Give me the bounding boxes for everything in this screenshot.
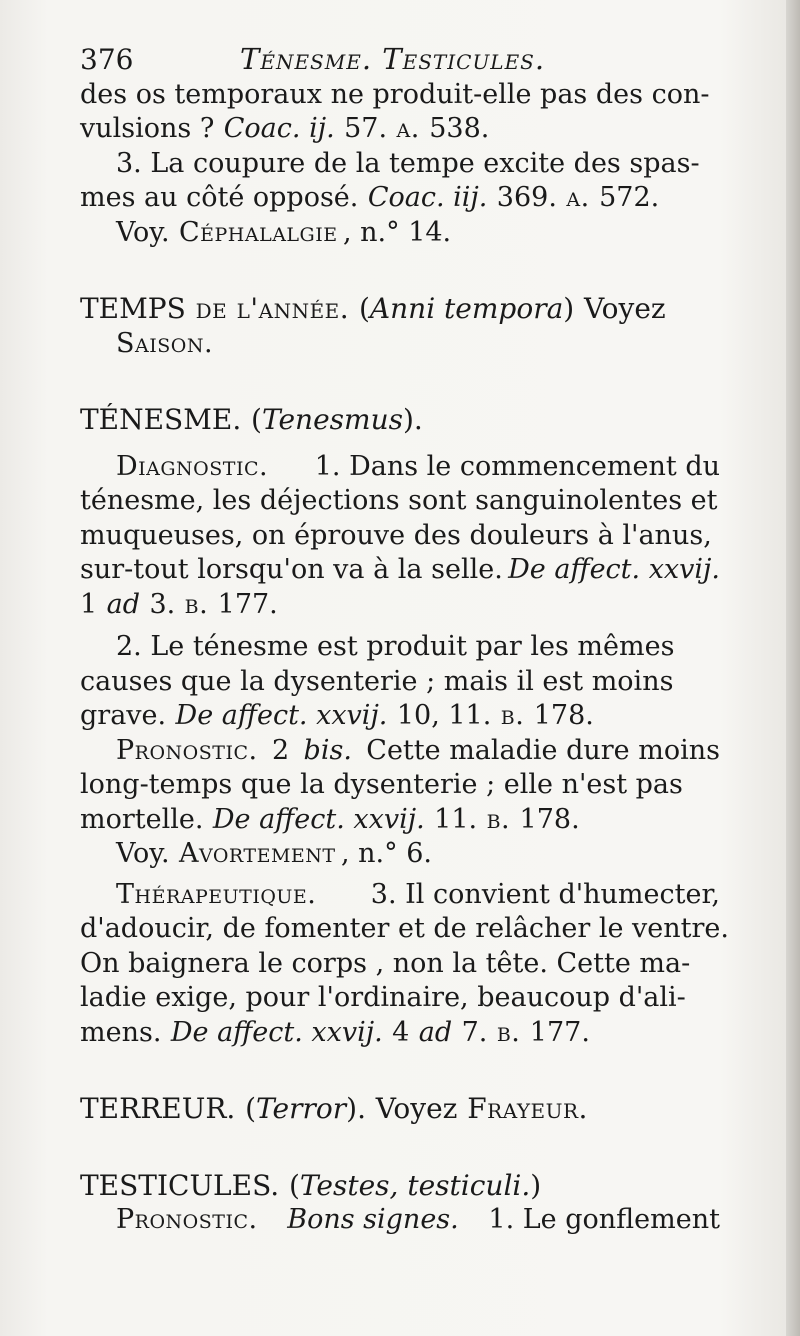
- citation-number: 178.: [533, 700, 594, 731]
- entry-heading: [80, 403, 720, 438]
- citation-number: 1: [80, 588, 98, 620]
- text-line: [80, 1016, 720, 1051]
- text-line: [80, 699, 720, 734]
- page-header: [80, 42, 720, 78]
- text-line: [80, 947, 720, 982]
- citation-letter: a.: [566, 182, 590, 213]
- cross-reference: Saison.: [116, 327, 214, 359]
- citation-number: 178.: [519, 803, 580, 835]
- page-gutter: [786, 0, 800, 1336]
- text-line: [80, 588, 720, 623]
- line-text: vulsions ?: [80, 113, 215, 144]
- line-text: Voy.: [116, 216, 170, 248]
- line-text: mes au côté opposé.: [80, 182, 359, 213]
- text-line: [80, 912, 729, 947]
- paren: (: [358, 292, 370, 325]
- citation: De affect. xxvij.: [212, 803, 425, 835]
- text-line: [80, 112, 720, 147]
- citation: De affect. xxvij.: [175, 700, 388, 731]
- citation-number: 10, 11.: [396, 700, 492, 731]
- line-text: Cette maladie dure moins: [366, 734, 720, 766]
- paren: ): [563, 292, 575, 325]
- text-line: [80, 327, 720, 362]
- line-text: 3. Il convient d'humecter,: [370, 878, 720, 910]
- text-line: [80, 147, 720, 182]
- line-text: grave.: [80, 700, 167, 731]
- text-line: [80, 981, 720, 1016]
- citation-number: 177.: [529, 1016, 590, 1048]
- line-text: ladie exige, pour l'ordinaire, beaucoup d'ali-: [80, 982, 686, 1013]
- entry-heading: [80, 1169, 720, 1204]
- text-line: [80, 216, 720, 251]
- citation: De affect. xxvij.: [508, 554, 720, 585]
- text-line: [80, 553, 720, 588]
- citation-number: 7.: [461, 1016, 488, 1048]
- text-line: [80, 78, 720, 113]
- entry-heading: [80, 1092, 720, 1127]
- paren: ).: [402, 403, 423, 436]
- page-text: [80, 42, 729, 1238]
- text-line: [80, 484, 720, 519]
- section-label: Pronostic.: [116, 1204, 258, 1235]
- paren: ): [530, 1168, 542, 1202]
- line-text: 1. Le gonflement: [488, 1204, 720, 1235]
- text-line: [80, 450, 720, 485]
- line-text: Bons signes.: [287, 1204, 459, 1235]
- line-text: sur-tout lorsqu'on va à la selle.: [80, 554, 503, 585]
- line-text: mens.: [80, 1016, 162, 1048]
- citation-number: 57.: [344, 113, 388, 144]
- text-line: [80, 734, 720, 769]
- entry-title: TESTICULES.: [80, 1168, 280, 1202]
- citation: De affect. xxvij.: [170, 1016, 383, 1048]
- entry-title: TEMPS: [80, 292, 186, 325]
- line-text: Voyez: [584, 292, 666, 325]
- citation: Coac. iij.: [367, 182, 488, 213]
- line-text: , n.° 14.: [342, 216, 452, 248]
- line-text: d'adoucir, de fomenter et de relâcher le ventre.: [80, 913, 729, 944]
- citation-letter: b.: [500, 700, 525, 731]
- paren: (: [251, 403, 262, 436]
- line-text: long-temps que la dysenterie ; elle n'est pas: [80, 769, 683, 800]
- latin-term: Anni tempora: [369, 292, 564, 325]
- text-line: [80, 768, 720, 803]
- citation-number: 369.: [496, 182, 557, 213]
- citation-number: 177.: [217, 588, 278, 620]
- section-label: Diagnostic.: [116, 450, 269, 482]
- citation: ad: [418, 1016, 453, 1048]
- entry-heading: [80, 292, 720, 327]
- page-number: 376: [80, 43, 134, 76]
- paren: ).: [346, 1092, 366, 1125]
- citation-number: 538.: [429, 113, 490, 144]
- line-text: 2. Le ténesme est produit par les mêmes: [116, 631, 675, 662]
- citation-letter: b.: [486, 803, 511, 835]
- paren: (: [288, 1168, 300, 1202]
- text-line: [80, 837, 720, 872]
- text-line: [80, 878, 720, 913]
- citation-number: 11.: [434, 803, 478, 835]
- line-text: 1. Dans le commencement du: [314, 450, 720, 482]
- line-text: muqueuses, on éprouve des douleurs à l'anus,: [80, 519, 712, 551]
- latin-term: Terror: [256, 1092, 347, 1125]
- citation: ad: [106, 588, 141, 620]
- latin-term: Tenesmus: [261, 403, 403, 436]
- citation-number: 3.: [149, 588, 176, 620]
- cross-reference: Céphalalgie: [178, 216, 338, 248]
- citation-number: 572.: [599, 182, 660, 213]
- line-text: On baignera le corps , non la tête. Cette ma-: [80, 947, 691, 979]
- line-text: Voy.: [116, 838, 170, 869]
- entry-title: TÉNESME.: [80, 403, 242, 436]
- latin-term: Testes, testiculi.: [299, 1168, 531, 1202]
- citation: Coac. ij.: [223, 113, 335, 144]
- text-line: [80, 665, 720, 700]
- text-line: [80, 519, 720, 554]
- text-line: [80, 630, 720, 665]
- line-text: bis.: [303, 734, 352, 766]
- citation-letter: b.: [184, 588, 209, 620]
- text-line: [80, 1203, 720, 1238]
- section-label: Thérapeutique.: [116, 878, 317, 910]
- section-label: Pronostic.: [116, 734, 258, 766]
- citation-letter: b.: [496, 1016, 521, 1048]
- citation-number: 4: [392, 1016, 410, 1048]
- running-title: Ténesme. Testicules.: [240, 42, 546, 76]
- entry-title: TERREUR.: [80, 1092, 236, 1125]
- line-text: ténesme, les déjections sont sanguinolentes et: [80, 485, 718, 516]
- line-text: 3. La coupure de la tempe excite des spas-: [116, 147, 700, 179]
- cross-reference: Avortement: [178, 838, 336, 869]
- line-text: 2: [271, 734, 290, 766]
- line-text: mortelle.: [80, 803, 204, 835]
- text-line: [80, 181, 720, 216]
- paren: (: [245, 1092, 257, 1125]
- line-text: des os temporaux ne produit-elle pas des con-: [80, 78, 710, 110]
- line-text: Voyez: [375, 1092, 458, 1125]
- cross-reference: Frayeur.: [467, 1092, 588, 1125]
- entry-subtitle: de l'année.: [195, 292, 350, 325]
- line-text: , n.° 6.: [340, 838, 432, 869]
- citation-letter: a.: [396, 113, 420, 144]
- line-text: causes que la dysenterie ; mais il est moins: [80, 665, 674, 697]
- text-line: [80, 803, 720, 838]
